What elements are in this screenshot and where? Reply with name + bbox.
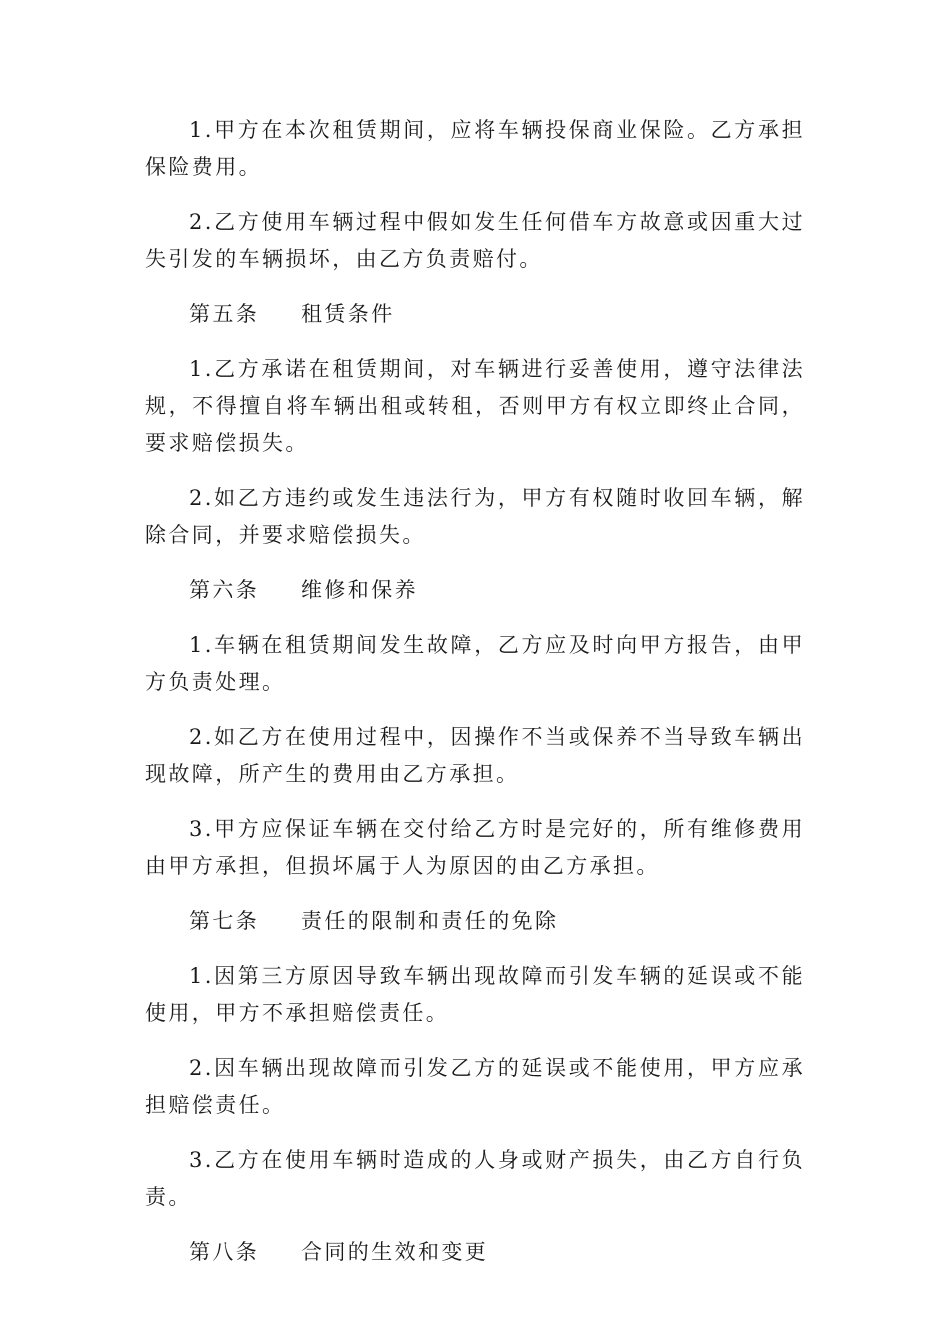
article-6-heading	[145, 572, 805, 609]
article-8-heading	[145, 1234, 805, 1271]
article-7-heading	[145, 903, 805, 940]
article-number: 第七条	[189, 909, 260, 933]
paragraph-delivery-condition: 3.甲方应保证车辆在交付给乙方时是完好的，所有维修费用由甲方承担，但损坏属于人为原因的由乙方承担。	[145, 817, 805, 878]
paragraph-damage-liability: 2.乙方使用车辆过程中假如发生任何借车方故意或因重大过失引发的车辆损坏，由乙方负责赔付。	[145, 210, 805, 271]
article-title: 责任的限制和责任的免除	[301, 909, 559, 933]
paragraph-breach: 2.如乙方违约或发生违法行为，甲方有权随时收回车辆，解除合同，并要求赔偿损失。	[145, 486, 805, 547]
paragraph-personal-loss: 3.乙方在使用车辆时造成的人身或财产损失，由乙方自行负责。	[145, 1148, 805, 1209]
document-body	[145, 112, 805, 1289]
paragraph-fault-report: 1.车辆在租赁期间发生故障，乙方应及时向甲方报告，由甲方负责处理。	[145, 633, 805, 694]
paragraph-misuse-costs: 2.如乙方在使用过程中，因操作不当或保养不当导致车辆出现故障，所产生的费用由乙方承担。	[145, 725, 805, 786]
article-5-heading	[145, 296, 805, 333]
paragraph-third-party: 1.因第三方原因导致车辆出现故障而引发车辆的延误或不能使用，甲方不承担赔偿责任。	[145, 964, 805, 1025]
article-number: 第五条	[189, 302, 260, 326]
article-number: 第八条	[189, 1240, 260, 1264]
paragraph-insurance: 1.甲方在本次租赁期间，应将车辆投保商业保险。乙方承担保险费用。	[145, 118, 805, 179]
paragraph-proper-use: 1.乙方承诺在租赁期间，对车辆进行妥善使用，遵守法律法规，不得擅自将车辆出租或转租，否则甲方有权立即终止合同，要求赔偿损失。	[145, 357, 805, 455]
article-title: 维修和保养	[301, 578, 418, 602]
article-number: 第六条	[189, 578, 260, 602]
paragraph-vehicle-fault: 2.因车辆出现故障而引发乙方的延误或不能使用，甲方应承担赔偿责任。	[145, 1056, 805, 1117]
article-title: 租赁条件	[301, 302, 395, 326]
article-title: 合同的生效和变更	[301, 1240, 489, 1264]
